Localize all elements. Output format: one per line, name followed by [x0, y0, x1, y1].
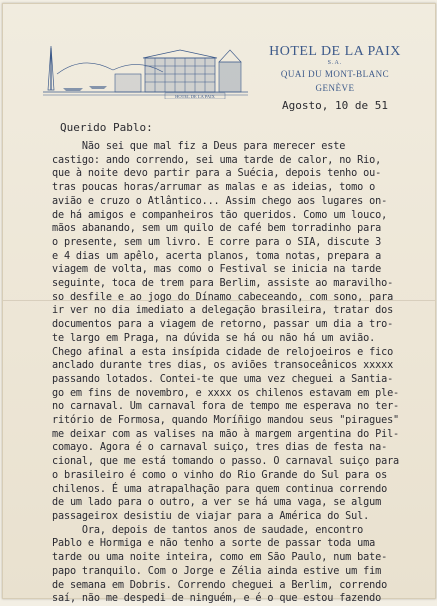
letter-line: comayo. Agora é o carnaval suiço, tres dias de festa na-	[52, 442, 388, 454]
letter-line: no carnaval. Um carnaval fora de tempo me esperava no ter-	[52, 401, 400, 413]
letter-date: Agosto, 10 de 51	[282, 99, 388, 112]
letter-greeting: Querido Pablo:	[60, 121, 153, 134]
letter-line: de há amigos e companheiros tão queridos. Como um louco,	[52, 209, 388, 221]
letter-line: so desfile e ao jogo do Dínamo cabeceando, com sono, para	[52, 291, 394, 303]
letter-line: que à noite devo partir para a Suécia, depois tenho ou-	[52, 168, 382, 180]
letter-line: Pablo e Hormiga e não tenho a sorte de passar toda uma	[52, 538, 376, 550]
letter-line: viagem de volta, mas como o Festival se inicia na tarde	[52, 264, 382, 276]
letter-line: tras poucas horas/arrumar as malas e as ideias, tomo o	[52, 182, 376, 194]
hotel-name: HOTEL DE LA PAIX	[269, 44, 401, 59]
letter-line: te largo em Praga, na dúvida se há ou não há um avião.	[52, 332, 376, 344]
letter-line: cional, que me está tomando o passo. O carnaval suiço para	[52, 456, 400, 468]
letter-line: seguinte, toca de trem para Berlim, assiste ao maravilho-	[52, 278, 394, 290]
hotel-address: QUAI DU MONT-BLANC	[280, 69, 390, 79]
letter-line: e 4 dias um apêlo, acerta planos, toma notas, prepara a	[52, 250, 382, 262]
letter-line: passando lotados. Contei-te que uma vez cheguei a Santia-	[52, 373, 394, 385]
letter-line: o brasileiro é como o vinho do Rio Grande do Sul para os	[52, 469, 388, 481]
letter-line: ir ver no dia imediato a delegação brasileira, tratar dos	[52, 305, 394, 317]
letter-line: me deixar com as valises na mão à margem argentina do Pil-	[52, 428, 400, 440]
letter-line: avião e cruzo o Atlântico... Assim chego aos lugares on-	[52, 195, 388, 207]
letter-line: saí, não me despedi de ninguém, e é o que estou fazendo	[52, 593, 382, 605]
letter-line: o presente, sem um livro. E corre para o SIA, discute 3	[52, 236, 382, 248]
letter-line: tarde ou uma noite inteira, como em São Paulo, num bate-	[52, 552, 388, 564]
letter-line: ritório de Formosa, quando Moríñigo mandou seus "piragues"	[52, 415, 400, 427]
letter-line: documentos para a viagem de retorno, passar um dia a tro-	[52, 319, 394, 331]
letter-line: chilenos. É uma atrapalhação para quem continua correndo	[52, 483, 388, 495]
letter-line: de semana em Dobris. Correndo cheguei a Berlim, correndo	[52, 579, 388, 591]
letter-line: go em fins de novembro, e xxxx os chilenos estavam em ple-	[52, 387, 400, 399]
hotel-legal-form: S.A.	[327, 60, 343, 66]
letter-line: Ora, depois de tantos anos de saudade, encontro	[52, 524, 364, 536]
letter-line: mãos abanando, sem um quilo de café bem torradinho para	[52, 223, 382, 235]
letter-body	[52, 140, 430, 606]
letter-line: papo tranquilo. Com o Jorge e Zélia ainda estive um fim	[52, 565, 382, 577]
letter-line: Não sei que mal fiz a Deus para merecer este	[52, 141, 346, 152]
letter-line: castigo: ando correndo, sei uma tarde de calor, no Rio,	[52, 154, 382, 166]
hotel-building-illustration	[43, 44, 248, 99]
building-sign: HOTEL DE LA PAIX	[175, 94, 215, 99]
letter-line: anclado durante tres dias, os aviões transoceânicos xxxxx	[52, 360, 394, 372]
letter-line: passageirox desistiu de viajar para a América do Sul.	[52, 510, 370, 522]
hotel-city: GENÈVE	[315, 83, 355, 93]
letter-line: de um lado para o outro, a ver se há uma vaga, se algum	[52, 497, 382, 509]
letter-line: Chego afinal a esta insípida cidade de relojoeiros e fico	[52, 346, 394, 358]
